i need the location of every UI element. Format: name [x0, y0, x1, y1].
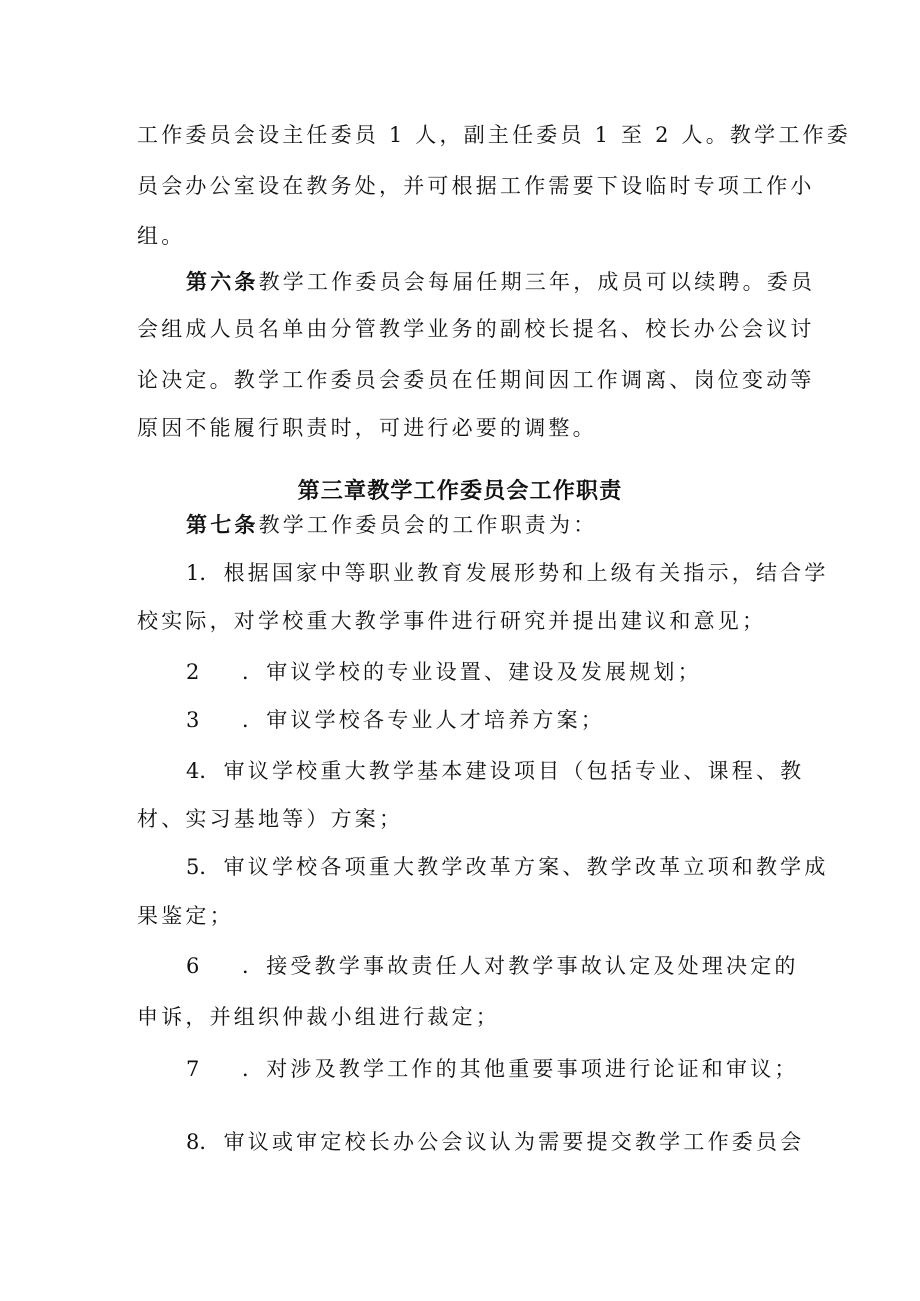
list-item — [186, 950, 840, 982]
list-item-continuation: 申诉，并组织仲裁小组进行裁定； — [137, 1005, 500, 1029]
item-number: 6 — [186, 954, 200, 978]
item-text: ．接受教学事故责任人对教学事故认定及处理决定的 — [242, 954, 799, 978]
paragraph-line: 工作委员会设主任委员 1 人，副主任委员 1 至 2 人。教学工作委 — [137, 123, 851, 147]
item-text: ．审议学校各专业人才培养方案； — [242, 708, 605, 732]
paragraph-line: 论决定。教学工作委员会委员在任期间因工作调离、岗位变动等 — [137, 368, 815, 392]
item-number: 1 — [186, 561, 200, 585]
list-item — [186, 656, 840, 688]
article-seven-label: 第七条 — [186, 512, 259, 537]
list-item — [186, 1126, 805, 1158]
list-item — [186, 851, 829, 883]
list-item-continuation: 材、实习基地等）方案； — [137, 807, 404, 831]
item-number: 4 — [186, 759, 200, 783]
item-number: 7 — [186, 1057, 200, 1081]
paragraph-line: 原因不能履行职责时，可进行必要的调整。 — [137, 416, 597, 440]
article-seven-text: 教学工作委员会的工作职责为： — [258, 513, 598, 537]
article-seven-line — [186, 509, 791, 541]
article-six-line — [186, 266, 816, 298]
paragraph-line: 员会办公室设在教务处，并可根据工作需要下设临时专项工作小 — [137, 174, 815, 198]
item-text: ．对涉及教学工作的其他重要事项进行论证和审议； — [242, 1057, 799, 1081]
paragraph-line: 组。 — [137, 224, 186, 248]
list-item-continuation: 校实际，对学校重大教学事件进行研究并提出建议和意见； — [137, 609, 767, 633]
article-six-label: 第六条 — [186, 269, 259, 294]
item-number: 5 — [186, 855, 200, 879]
item-text: ．审议学校各项重大教学改革方案、教学改革立项和教学成 — [199, 855, 829, 879]
list-item — [186, 557, 829, 589]
item-number: 3 — [186, 708, 200, 732]
article-six-text: 教学工作委员会每届任期三年，成员可以续聘。委员 — [258, 270, 816, 294]
item-number: 2 — [186, 660, 200, 684]
list-item — [186, 755, 805, 787]
list-item — [186, 1053, 840, 1085]
item-text: ．根据国家中等职业教育发展形势和上级有关指示，结合学 — [199, 561, 829, 585]
item-text: ．审议学校重大教学基本建设项目（包括专业、课程、教 — [199, 759, 805, 783]
item-text: ．审议或审定校长办公会议认为需要提交教学工作委员会 — [199, 1130, 805, 1154]
item-text: ．审议学校的专业设置、建设及发展规划； — [242, 660, 702, 684]
item-number: 8 — [186, 1130, 200, 1154]
chapter-title: 第三章教学工作委员会工作职责 — [297, 477, 623, 504]
list-item — [186, 704, 840, 736]
paragraph-line: 会组成人员名单由分管教学业务的副校长提名、校长办公会议讨 — [137, 317, 815, 341]
list-item-continuation: 果鉴定； — [137, 904, 234, 928]
